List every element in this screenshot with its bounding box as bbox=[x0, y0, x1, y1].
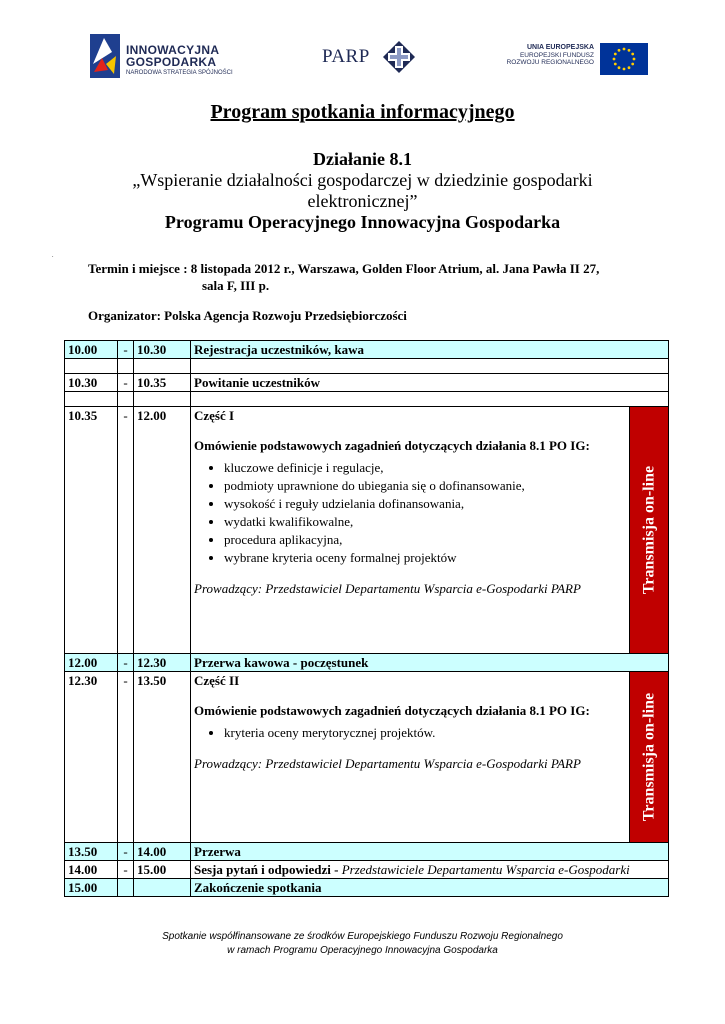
spacer-cell bbox=[118, 392, 134, 407]
end-time: 12.30 bbox=[134, 654, 191, 672]
list-item: • procedura aplikacyjna, bbox=[224, 531, 626, 549]
eu-logo-line2: EUROPEJSKI FUNDUSZ bbox=[519, 51, 594, 59]
spacer-cell bbox=[118, 359, 134, 374]
start-time: 15.00 bbox=[65, 879, 118, 897]
schedule-row-part-1 bbox=[65, 407, 669, 654]
spacer-row bbox=[65, 392, 669, 407]
part-label: Część I bbox=[194, 408, 235, 423]
start-time: 12.00 bbox=[65, 654, 118, 672]
footer bbox=[0, 930, 725, 958]
list-item: • kluczowe definicje i regulacje, bbox=[224, 459, 626, 477]
ig-logo-line2: GOSPODARKA bbox=[126, 55, 217, 69]
schedule-row bbox=[65, 879, 669, 897]
topic-list bbox=[194, 459, 626, 567]
part-label: Część II bbox=[194, 673, 240, 688]
schedule-row bbox=[65, 341, 669, 359]
time-dash: - bbox=[118, 654, 134, 672]
start-time: 10.35 bbox=[65, 407, 118, 654]
list-item: • wysokość i reguły udzielania dofinansowania, bbox=[224, 495, 626, 513]
spacer-cell bbox=[65, 392, 118, 407]
subtitle-action-name-2: elektronicznej” bbox=[307, 191, 418, 211]
stream-label: Transmisja on-line bbox=[640, 465, 658, 595]
spacer-cell bbox=[191, 359, 669, 374]
schedule-row bbox=[65, 843, 669, 861]
list-item: • podmioty uprawnione do ubiegania się o dofinansowanie, bbox=[224, 477, 626, 495]
schedule-row-part-2 bbox=[65, 672, 669, 843]
innowacyjna-gospodarka-logo bbox=[90, 32, 250, 80]
list-item: • wybrane kryteria oceny formalnej projektów bbox=[224, 549, 626, 567]
topic-list bbox=[194, 724, 626, 742]
end-time: 14.00 bbox=[134, 843, 191, 861]
time-dash: - bbox=[118, 407, 134, 654]
start-time: 13.50 bbox=[65, 843, 118, 861]
end-time: 12.00 bbox=[134, 407, 191, 654]
start-time: 12.30 bbox=[65, 672, 118, 843]
eu-logo-line3: ROZWOJU REGIONALNEGO bbox=[506, 59, 594, 66]
schedule-row bbox=[65, 654, 669, 672]
footer-line1: Spotkanie współfinansowane ze środków Europejskiego Funduszu Rozwoju Regionalnego bbox=[162, 931, 563, 942]
logo-bar bbox=[0, 32, 725, 80]
footer-line2: w ramach Programu Operacyjnego Innowacyjna Gospodarka bbox=[227, 945, 498, 956]
spacer-row bbox=[65, 359, 669, 374]
document-title: Program spotkania informacyjnego bbox=[210, 101, 515, 123]
time-dash: - bbox=[118, 843, 134, 861]
time-dash: - bbox=[118, 861, 134, 879]
session-title: Zakończenie spotkania bbox=[191, 879, 669, 897]
schedule-table bbox=[64, 340, 669, 897]
parp-logo bbox=[322, 40, 414, 76]
start-time: 14.00 bbox=[65, 861, 118, 879]
session-lead: Omówienie podstawowych zagadnień dotyczących działania 8.1 PO IG: bbox=[194, 438, 590, 453]
session-title: Powitanie uczestników bbox=[191, 374, 669, 392]
ig-logo-line3: NARODOWA STRATEGIA SPÓJNOŚCI bbox=[126, 70, 233, 76]
session-detail bbox=[191, 672, 630, 843]
eu-logo-text bbox=[496, 44, 594, 67]
stray-dot: . bbox=[52, 253, 54, 259]
parp-logo-text: PARP bbox=[322, 46, 370, 67]
subtitle-action: Działanie 8.1 bbox=[313, 149, 412, 169]
eu-flag-icon bbox=[600, 43, 648, 75]
session-detail bbox=[191, 407, 630, 654]
stream-cell bbox=[630, 407, 669, 654]
eu-logo bbox=[496, 40, 648, 80]
spacer-cell bbox=[191, 392, 669, 407]
end-time: 13.50 bbox=[134, 672, 191, 843]
schedule-row bbox=[65, 374, 669, 392]
subtitle-action-name-1: „Wspieranie działalności gospodarczej w dziedzinie gospodarki bbox=[132, 170, 593, 190]
date-place-line2: sala F, III p. bbox=[202, 278, 270, 293]
time-dash: - bbox=[118, 672, 134, 843]
subtitle-programme: Programu Operacyjnego Innowacyjna Gospodarka bbox=[164, 212, 561, 232]
session-title: Rejestracja uczestników, kawa bbox=[191, 341, 669, 359]
session-title: Sesja pytań i odpowiedzi - bbox=[194, 862, 339, 877]
time-dash: - bbox=[118, 341, 134, 359]
time-dash-empty bbox=[118, 879, 134, 897]
parp-logo-icon bbox=[382, 40, 416, 74]
schedule-row bbox=[65, 861, 669, 879]
session-lead: Omówienie podstawowych zagadnień dotyczących działania 8.1 PO IG: bbox=[194, 703, 590, 718]
stream-badge bbox=[630, 672, 668, 842]
session-title: Przerwa kawowa - poczęstunek bbox=[191, 654, 669, 672]
date-place bbox=[88, 260, 668, 294]
ig-logo-line1: INNOWACYJNA bbox=[126, 43, 220, 57]
end-time: 10.30 bbox=[134, 341, 191, 359]
list-item: • wydatki kwalifikowalne, bbox=[224, 513, 626, 531]
stream-badge bbox=[630, 407, 668, 653]
end-time: 15.00 bbox=[134, 861, 191, 879]
session-speakers: Przedstawiciele Departamentu Wsparcia e-Gospodarki bbox=[341, 862, 630, 877]
end-time-empty bbox=[134, 879, 191, 897]
spacer-cell bbox=[134, 392, 191, 407]
organizer: Organizator: Polska Agencja Rozwoju Przedsiębiorczości bbox=[88, 308, 407, 323]
ig-logo-icon bbox=[90, 34, 120, 78]
moderator: Prowadzący: Przedstawiciel Departamentu Wsparcia e-Gospodarki PARP bbox=[194, 581, 581, 596]
time-dash: - bbox=[118, 374, 134, 392]
stream-label: Transmisja on-line bbox=[640, 692, 658, 822]
start-time: 10.00 bbox=[65, 341, 118, 359]
start-time: 10.30 bbox=[65, 374, 118, 392]
list-item: • kryteria oceny merytorycznej projektów. bbox=[224, 724, 626, 742]
session-detail bbox=[191, 861, 669, 879]
date-place-line1: Termin i miejsce : 8 listopada 2012 r., Warszawa, Golden Floor Atrium, al. Jana Pawła II 27, bbox=[88, 261, 600, 276]
subtitle-block bbox=[0, 149, 725, 233]
eu-logo-line1: UNIA EUROPEJSKA bbox=[526, 44, 594, 51]
spacer-cell bbox=[65, 359, 118, 374]
end-time: 10.35 bbox=[134, 374, 191, 392]
stream-cell bbox=[630, 672, 669, 843]
session-title: Przerwa bbox=[191, 843, 669, 861]
spacer-cell bbox=[134, 359, 191, 374]
moderator: Prowadzący: Przedstawiciel Departamentu Wsparcia e-Gospodarki PARP bbox=[194, 756, 581, 771]
